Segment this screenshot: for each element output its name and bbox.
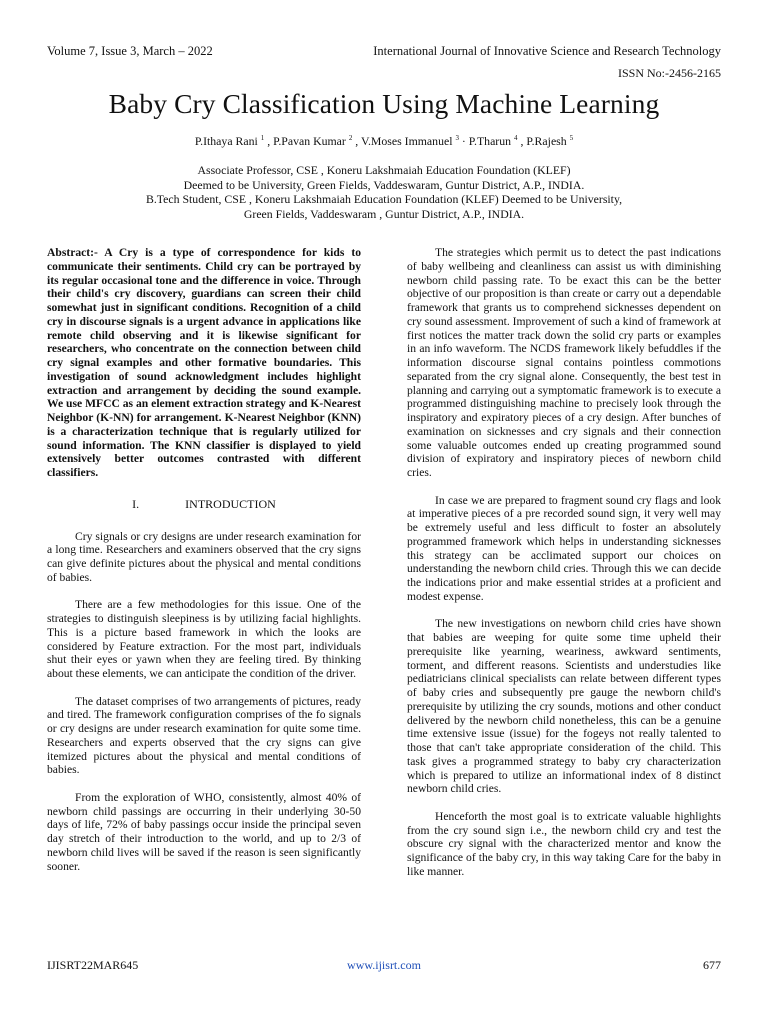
author: P.Pavan Kumar $^2$ , [273,134,361,148]
affiliation-line: Deemed to be University, Green Fields, Vaddeswaram, Guntur District, A.P., INDIA. [183,177,585,192]
body-paragraph: Cry signals or cry designs are under research examination for a long time. Researchers and examiners observed that the cry signs can give definite pictures about the physical and mental conditions of babies. [47,529,361,584]
section-heading [47,498,361,512]
paper-id: IJISRT22MAR645 [47,958,139,972]
affiliation-line: Green Fields, Vaddeswaram , Guntur District, A.P., INDIA. [243,206,525,221]
abstract: Abstract:- A Cry is a type of correspondence for kids to communicate their sentiments. Child cry can be portrayed by its regular occasional tone and the difference in voice. Through their child's cry discovery, guardians can screen their child somewhat just in significant conditions. Recognition of a child cry in discourse signals is a urgent advance in applications like remote child observing and it is likewise significant for researchers, who concentrate on the connection between child cry signal examples and other formative boundaries. This investigation of sound acknowledgment includes highlight extraction and arrangement by deciding the sound example. We use MFCC as an element extraction strategy and K-Nearest Neighbor (K-NN) for arrangement. K-Nearest Neighbor (KNN) is a characterization technique that is regularly utilized for sound information. The KNN classifier is displayed to yield extensively better outcomes contrasted with different classifiers. [47,246,361,479]
issn: ISSN No:-2456-2165 [617,66,721,80]
affiliations [0,163,768,221]
body-paragraph: There are a few methodologies for this issue. One of the strategies to distinguish sleepiness is by utilizing facial highlights. This is a picture based framework in which the looks are considered by Feature extraction. For the most part, individuals shut their eyes or yawn when they are feeling tired. By thinking about these elements, we can anticipate the condition of the driver. [47,598,361,680]
affiliation-line: Associate Professor, CSE , Koneru Lakshmaiah Education Foundation (KLEF) [197,163,571,177]
section-title: INTRODUCTION [185,496,276,511]
author: P.Rajesh $^5$ [526,134,574,148]
body-paragraph: Henceforth the most goal is to extricate valuable highlights from the cry sound sign i.e., the newborn child cry and test the obscure cry signal with the characterized mentor and know the significance of the baby cry, in this way taking Care for the baby in like manner. [407,809,721,878]
body-paragraph: The strategies which permit us to detect the past indications of baby wellbeing and cleanliness can assist us with diminishing newborn child passing rate. To be exact this can be the better objective of our proposition is than create or carry out a dependable framework that grants us to comprehend sicknesses dependent on cry sound assessment. Improvement of such a kind of framework at first notices the matter track down the solid cry parts or examples in an info waveform. The NCDS framework likely befuddles if the information discourse signal contains pointless commotions separated from the cry signal alone. Consequently, the best test in planning and carrying out a symptomatic framework is to execute a programmed distinguishing machine to precisely look through the inspiratory and expiratory pieces of a cry design. After bunches of examination on sicknesses and cry signals and their connection some valuable outcomes ended up creating programmed sound division of expiratory and inspiratory pieces of newborn child cries. [407,246,721,479]
author-list [0,134,768,149]
page-number: 677 [703,958,721,972]
journal-name: International Journal of Innovative Science and Research Technology [373,44,721,58]
section-number: I. [132,496,140,511]
body-paragraph: From the exploration of WHO, consistently, almost 40% of newborn child passings are occurring in their underlying 30-50 days of life, 72% of baby passings occur inside the principal seven day stretch of their introduction to the world, and up to 2/3 of newborn child lives will be saved if the reason is seen significantly sooner. [47,790,361,873]
affiliation-line: B.Tech Student, CSE , Koneru Lakshmaiah Education Foundation (KLEF) Deemed to be University, [145,192,623,207]
author: V.Moses Immanuel $^3$ · [360,134,469,148]
right-column [407,246,721,892]
author: P.Tharun $^4$ , [468,134,527,148]
volume-issue: Volume 7, Issue 3, March – 2022 [47,44,213,58]
left-column [47,246,361,887]
body-paragraph: In case we are prepared to fragment sound cry flags and look at imperative pieces of a pre recorded sound sign, it very well may be extremely useful and less difficult to foster an absolutely programmed framework which helps in understanding sicknesses this strategy can be acclimated support our choices on understanding the newborn child cries. Through this we can decide the indications prior and make essential strides at a proficient and modest expense. [407,493,721,603]
author: P.Ithaya Rani $^1$ , [194,134,274,148]
body-paragraph: The new investigations on newborn child cries have shown that babies are weeping for quite some time upheld their prerequisite like yearning, weariness, awkward sentiments, torment, and different reasons. Scientists and understudies like pediatricians clinical specialists can relate between different types of baby cries and subsequently pre gauge the newborn child's prerequisite by utilizing the cry sounds, motions and other conduct delivered by the newborn child nonetheless, this can be a genuine time extensive issue (issue) for the fogeys not really talented to those that can't take appropriate consideration of the child. This task gives a programmed strategy to baby cry characterization which is prepared to utilize an informational index of 8 distinct newborn child cries. [407,617,721,796]
body-paragraph: The dataset comprises of two arrangements of pictures, ready and tired. The framework configuration comprises of the fo signals or cry designs are under research examination for quite some time. Researchers and experts observed that the cry signs can give itemized pictures about the physical and mental conditions of babies. [47,694,361,777]
paper-title: Baby Cry Classification Using Machine Learning [108,88,660,119]
website-link[interactable]: www.ijisrt.com [347,958,421,972]
